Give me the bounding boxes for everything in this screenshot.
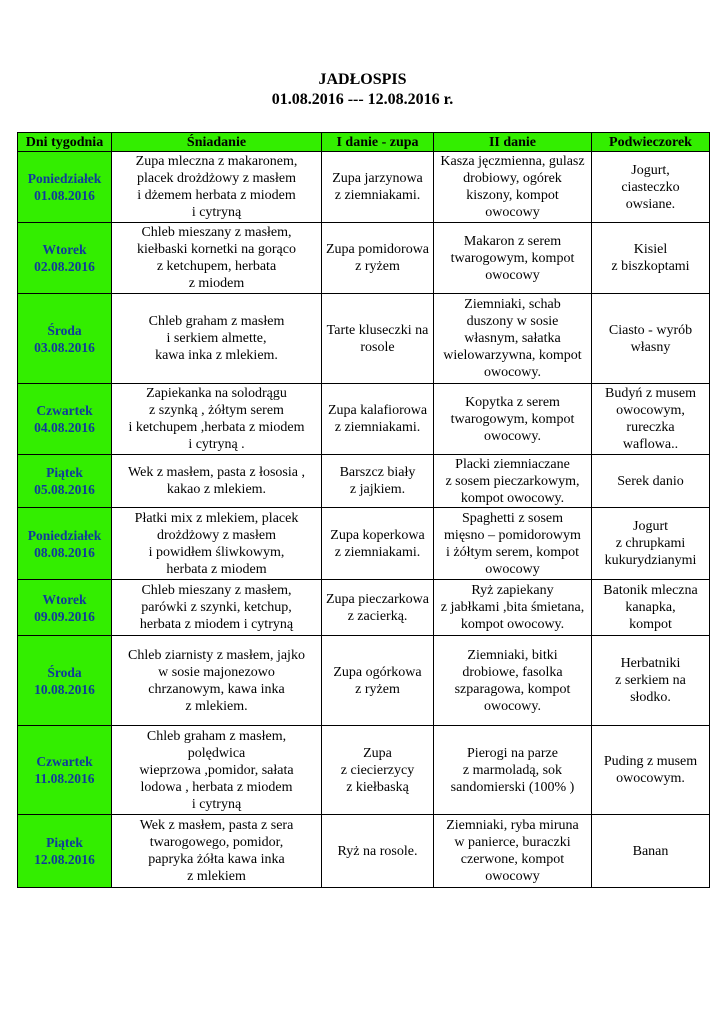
snack-cell: Ciasto - wyrób własny xyxy=(592,294,710,384)
table-row xyxy=(18,580,710,636)
column-header-day: Dni tygodnia xyxy=(18,133,112,152)
day-name: Środa xyxy=(47,664,82,680)
document-title: JADŁOSPIS xyxy=(318,71,407,88)
day-name: Piątek xyxy=(46,835,83,850)
date-range: 01.08.2016 --- 12.08.2016 r. xyxy=(271,91,454,108)
day-date: 08.08.2016 xyxy=(34,544,95,560)
snack-cell: Batonik mleczna kanapka, kompot xyxy=(592,580,710,636)
table-row xyxy=(18,152,710,223)
soup-cell: Zupa jarzynowa z ziemniakami. xyxy=(322,152,434,223)
breakfast-cell: Chleb mieszany z masłem, parówki z szynki, ketchup, herbata z miodem i cytryną xyxy=(112,580,322,636)
menu-table xyxy=(17,132,710,888)
main-course-cell: Ziemniaki, ryba miruna w panierce, buraczki czerwone, kompot owocowy xyxy=(434,815,592,888)
column-header-main: II danie xyxy=(434,133,592,152)
table-row xyxy=(18,636,710,726)
table-row xyxy=(18,223,710,294)
soup-cell: Zupa pomidorowa z ryżem xyxy=(322,223,434,294)
table-row xyxy=(18,815,710,888)
day-cell xyxy=(18,152,112,223)
day-date: 10.08.2016 xyxy=(34,681,95,697)
snack-cell: Puding z musem owocowym. xyxy=(592,726,710,815)
main-course-cell: Ziemniaki, schab duszony w sosie własnym, sałatka wielowarzywna, kompot owocowy. xyxy=(434,294,592,384)
breakfast-cell: Wek z masłem, pasta z łososia , kakao z mlekiem. xyxy=(112,455,322,508)
soup-cell: Barszcz biały z jajkiem. xyxy=(322,455,434,508)
breakfast-cell: Chleb ziarnisty z masłem, jajko w sosie majonezowo chrzanowym, kawa inka z mlekiem. xyxy=(112,636,322,726)
breakfast-cell: Chleb graham z masłem i serkiem almette, kawa inka z mlekiem. xyxy=(112,294,322,384)
table-row xyxy=(18,508,710,580)
table-row xyxy=(18,384,710,455)
day-cell xyxy=(18,636,112,726)
day-cell xyxy=(18,384,112,455)
snack-cell: Jogurt z chrupkami kukurydzianymi xyxy=(592,508,710,580)
table-row xyxy=(18,294,710,384)
day-date: 11.08.2016 xyxy=(34,771,95,786)
day-date: 12.08.2016 xyxy=(34,852,95,867)
breakfast-cell: Chleb graham z masłem, polędwica wieprzowa ,pomidor, sałata lodowa , herbata z miodem i cytryną xyxy=(112,726,322,815)
day-name: Wtorek xyxy=(42,242,87,257)
day-cell xyxy=(18,580,112,636)
breakfast-cell: Płatki mix z mlekiem, placek drożdżowy z masłem i powidłem śliwkowym, herbata z miodem xyxy=(112,508,322,580)
main-course-cell: Makaron z serem twarogowym, kompot owocowy xyxy=(434,223,592,294)
main-course-cell: Kopytka z serem twarogowym, kompot owocowy. xyxy=(434,384,592,455)
snack-cell: Serek danio xyxy=(592,455,710,508)
day-date: 01.08.2016 xyxy=(34,188,95,203)
snack-cell: Herbatniki z serkiem na słodko. xyxy=(592,636,710,726)
main-course-cell: Spaghetti z sosem mięsno – pomidorowym i żółtym serem, kompot owocowy xyxy=(434,508,592,580)
day-name: Środa xyxy=(47,322,82,338)
day-name: Czwartek xyxy=(36,754,93,769)
day-date: 04.08.2016 xyxy=(34,420,95,435)
day-date: 05.08.2016 xyxy=(34,482,95,497)
breakfast-cell: Zapiekanka na solodrągu z szynką , żółtym serem i ketchupem ,herbata z miodem i cytryną . xyxy=(112,384,322,455)
day-date: 02.08.2016 xyxy=(34,259,95,274)
header-row xyxy=(18,133,710,152)
soup-cell: Zupa z ciecierzycy z kiełbaską xyxy=(322,726,434,815)
day-cell xyxy=(18,726,112,815)
soup-cell: Ryż na rosole. xyxy=(322,815,434,888)
day-name: Czwartek xyxy=(36,403,93,418)
day-name: Poniedziałek xyxy=(27,171,102,186)
breakfast-cell: Wek z masłem, pasta z sera twarogowego, pomidor, papryka żółta kawa inka z mlekiem xyxy=(112,815,322,888)
breakfast-cell: Zupa mleczna z makaronem, placek drożdżowy z masłem i dżemem herbata z miodem i cytryną xyxy=(112,152,322,223)
table-row xyxy=(18,455,710,508)
breakfast-cell: Chleb mieszany z masłem, kiełbaski kornetki na gorąco z ketchupem, herbata z miodem xyxy=(112,223,322,294)
day-cell xyxy=(18,294,112,384)
main-course-cell: Ziemniaki, bitki drobiowe, fasolka szparagowa, kompot owocowy. xyxy=(434,636,592,726)
day-cell xyxy=(18,455,112,508)
column-header-snack: Podwieczorek xyxy=(592,133,710,152)
snack-cell: Banan xyxy=(592,815,710,888)
soup-cell: Zupa ogórkowa z ryżem xyxy=(322,636,434,726)
day-cell xyxy=(18,223,112,294)
day-date: 03.08.2016 xyxy=(34,339,95,355)
soup-cell: Tarte kluseczki na rosole xyxy=(322,294,434,384)
day-date: 09.09.2016 xyxy=(34,608,95,624)
snack-cell: Kisiel z biszkoptami xyxy=(592,223,710,294)
snack-cell: Jogurt, ciasteczko owsiane. xyxy=(592,152,710,223)
day-name: Poniedziałek xyxy=(27,527,102,543)
soup-cell: Zupa kalafiorowa z ziemniakami. xyxy=(322,384,434,455)
column-header-breakfast: Śniadanie xyxy=(112,133,322,152)
soup-cell: Zupa koperkowa z ziemniakami. xyxy=(322,508,434,580)
soup-cell: Zupa pieczarkowa z zacierką. xyxy=(322,580,434,636)
main-course-cell: Placki ziemniaczane z sosem pieczarkowym, kompot owocowy. xyxy=(434,455,592,508)
day-name: Wtorek xyxy=(42,591,87,607)
snack-cell: Budyń z musem owocowym, rureczka waflowa.. xyxy=(592,384,710,455)
day-cell xyxy=(18,508,112,580)
main-course-cell: Pierogi na parze z marmoladą, sok sandomierski (100% ) xyxy=(434,726,592,815)
main-course-cell: Ryż zapiekany z jabłkami ,bita śmietana, kompot owocowy. xyxy=(434,580,592,636)
main-course-cell: Kasza jęczmienna, gulasz drobiowy, ogórek kiszony, kompot owocowy xyxy=(434,152,592,223)
day-name: Piątek xyxy=(46,465,83,480)
day-cell xyxy=(18,815,112,888)
column-header-soup: I danie - zupa xyxy=(322,133,434,152)
table-row xyxy=(18,726,710,815)
